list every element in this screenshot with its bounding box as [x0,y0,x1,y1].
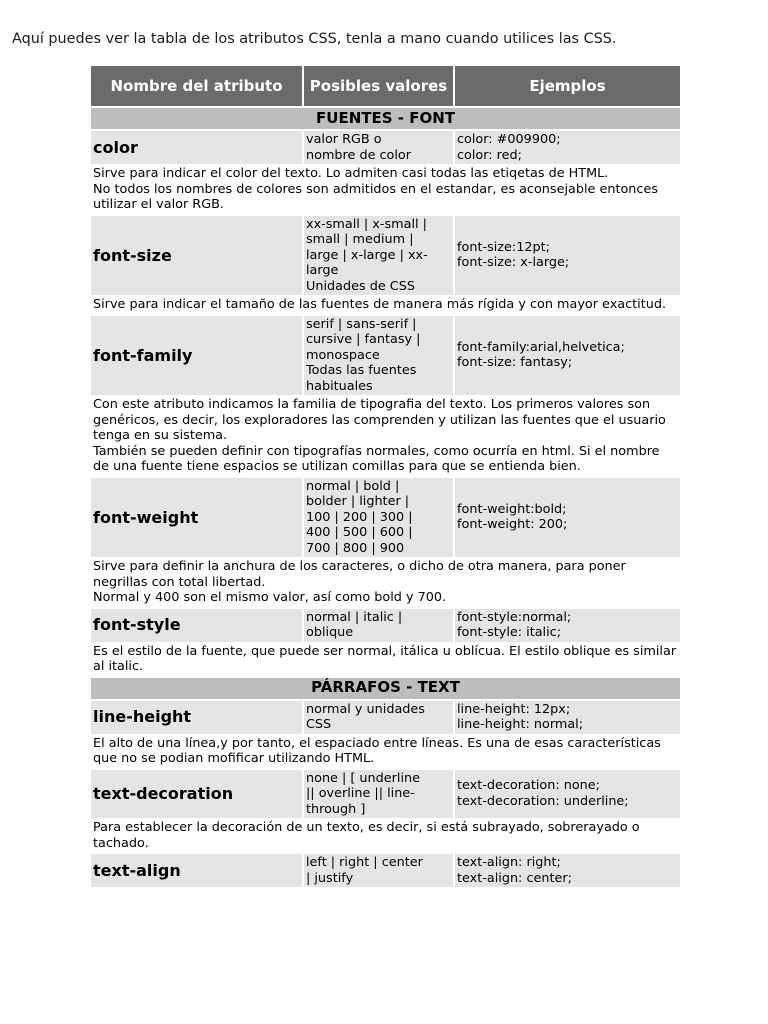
attribute-row [91,770,680,819]
attribute-description [91,295,680,316]
possible-value-line: small | medium | [306,232,414,247]
possible-value-line: large | x-large | xx- [306,247,428,263]
examples-cell [455,770,680,819]
possible-values-cell [304,316,453,396]
possible-value-line: CSS [306,717,332,732]
attribute-name: font-weight [91,478,302,558]
description-row [91,395,680,478]
description-row [91,557,680,609]
possible-value-line: none | [ underline [306,770,421,786]
possible-value-line: normal y unidades [306,701,425,717]
example-line: font-weight:bold; [457,501,567,517]
example-line: font-family:arial,helvetica; [457,339,625,355]
attribute-name: color [91,131,302,164]
header-attribute-name: Nombre del atributo [91,66,302,108]
attribute-name: font-family [91,316,302,396]
description-paragraph: Normal y 400 son el mismo valor, así como bold y 700. [93,590,447,605]
possible-value-line: normal | italic | [306,609,403,625]
example-line: font-weight: 200; [457,517,568,533]
possible-values-cell [304,609,453,642]
possible-value-line: normal | bold | [306,478,400,494]
attribute-row [91,701,680,734]
attribute-row [91,316,680,396]
example-line: line-height: 12px; [457,701,571,717]
possible-value-line: 400 | 500 | 600 | [306,525,413,540]
possible-value-line: || overline || line- [306,786,415,801]
example-line: font-style: italic; [457,625,562,640]
possible-value-line: 700 | 800 | 900 [306,540,405,556]
description-row [91,818,680,854]
examples-cell [455,701,680,734]
description-paragraph: El alto de una línea,y por tanto, el espaciado entre líneas. Es una de esas características que no se podian mofificar utilizando HTML. [93,735,661,766]
example-line: font-size: fantasy; [457,355,573,371]
examples-cell [455,316,680,396]
examples-cell [455,478,680,558]
example-line: text-decoration: underline; [457,793,629,809]
header-examples: Ejemplos [455,66,680,108]
possible-value-line: | justify [306,870,354,886]
description-paragraph: Con este atributo indicamos la familia de tipografia del texto. Los primeros valores son genéricos, es decir, los exploradores las comprenden y utilizan las fuentes que el usuario tenga en su sistema. [93,397,666,443]
section-title: PÁRRAFOS - TEXT [91,678,680,701]
description-paragraph: Para establecer la decoración de un texto, es decir, si está subrayado, sobrerayado o tachado. [93,820,640,851]
possible-value-line: serif | sans-serif | [306,316,417,332]
possible-value-line: Unidades de CSS [306,278,415,294]
possible-value-line: nombre de color [306,147,412,163]
attribute-description [91,642,680,678]
attribute-row [91,609,680,642]
attribute-description [91,164,680,216]
example-line: text-align: center; [457,870,572,886]
example-line: text-decoration: none; [457,778,600,794]
description-row [91,295,680,316]
description-paragraph: Sirve para indicar el color del texto. Lo admiten casi todas las etiqetas de HTML. [93,166,609,181]
examples-cell [455,131,680,164]
attribute-row [91,216,680,296]
description-paragraph: Es el estilo de la fuente, que puede ser normal, itálica u oblícua. El estilo oblique es similar al italic. [93,643,677,674]
possible-value-line: large [306,263,339,278]
possible-value-line: left | right | center [306,855,423,870]
example-line: font-size: x-large; [457,255,570,271]
intro-text: Aquí puedes ver la tabla de los atributos CSS, tenla a mano cuando utilices las CSS. [12,31,617,47]
description-row [91,734,680,770]
attribute-name: line-height [91,701,302,734]
example-line: text-align: right; [457,855,561,870]
example-line: line-height: normal; [457,717,584,732]
possible-value-line: bolder | lighter | [306,494,410,509]
possible-values-cell [304,131,453,164]
attribute-description [91,395,680,478]
header-possible-values: Posibles valores [304,66,453,108]
possible-value-line: xx-small | x-small | [306,216,427,232]
attribute-row [91,131,680,164]
examples-cell [455,854,680,887]
attribute-row [91,854,680,887]
section-title: FUENTES - FONT [91,108,680,131]
attribute-description [91,557,680,609]
section-row [91,108,680,131]
attribute-name: text-align [91,854,302,887]
description-paragraph: Sirve para definir la anchura de los caracteres, o dicho de otra manera, para poner negrillas con total libertad. [93,559,626,590]
possible-values-cell [304,701,453,734]
attribute-description [91,734,680,770]
possible-values-cell [304,770,453,819]
example-line: color: #009900; [457,132,561,147]
possible-value-line: valor RGB o [306,132,382,147]
description-row [91,164,680,216]
section-row [91,678,680,701]
table-header-row [91,66,680,108]
possible-value-line: habituales [306,378,373,394]
possible-value-line: oblique [306,625,354,640]
possible-value-line: cursive | fantasy | [306,332,421,347]
description-paragraph: Sirve para indicar el tamaño de las fuentes de manera más rígida y con mayor exactitud. [93,297,667,312]
attribute-name: font-style [91,609,302,642]
possible-value-line: monospace [306,347,380,363]
example-line: font-style:normal; [457,609,572,625]
examples-cell [455,216,680,296]
description-paragraph: No todos los nombres de colores son admitidos en el estandar, es aconsejable entonces utilizar el valor RGB. [93,181,658,212]
description-paragraph: También se pueden definir con tipografías normales, como ocurría en html. Si el nombre de una fuente tiene espacios se utilizan comillas para que se entienda bien. [93,443,660,474]
possible-value-line: Todas las fuentes [306,363,417,378]
attribute-row [91,478,680,558]
possible-values-cell [304,478,453,558]
css-attributes-table [89,66,682,887]
description-row [91,642,680,678]
possible-values-cell [304,854,453,887]
possible-value-line: 100 | 200 | 300 | [306,509,413,525]
examples-cell [455,609,680,642]
example-line: color: red; [457,147,522,163]
attribute-name: font-size [91,216,302,296]
example-line: font-size:12pt; [457,239,550,255]
possible-value-line: through ] [306,801,366,817]
attribute-description [91,818,680,854]
possible-values-cell [304,216,453,296]
attribute-name: text-decoration [91,770,302,819]
